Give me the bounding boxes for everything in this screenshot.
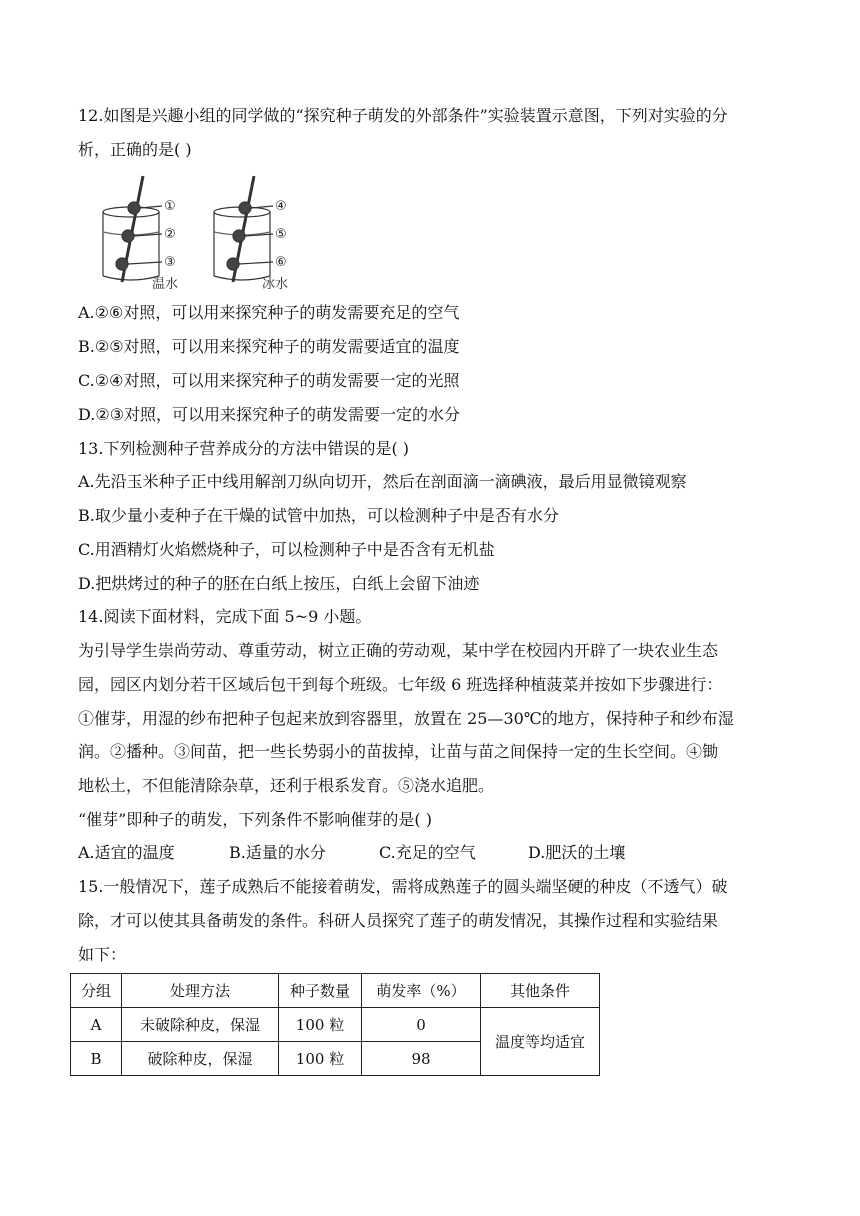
shared-condition-cell: 温度等均适宜 — [481, 1008, 600, 1076]
table-cell: 100 粒 — [279, 1042, 362, 1076]
q14-material-line: 地松土，不但能清除杂草，还利于根系发育。⑤浇水追肥。 — [78, 776, 495, 795]
q12-option-b: B.②⑤对照，可以用来探究种子的萌发需要适宜的温度 — [78, 337, 460, 356]
q12-option-d: D.②③对照，可以用来探究种子的萌发需要一定的水分 — [78, 405, 461, 424]
label-1: ① — [164, 199, 176, 214]
q13-option-d: D.把烘烤过的种子的胚在白纸上按压，白纸上会留下油迹 — [78, 574, 480, 593]
q14-option-b: B.适量的水分 — [229, 843, 326, 862]
q15-stem-line: 15.一般情况下，莲子成熟后不能接着萌发，需将成熟莲子的圆头端坚硬的种皮（不透气）破 — [78, 877, 728, 896]
header-cell: 处理方法 — [122, 974, 279, 1008]
table-cell: 100 粒 — [279, 1008, 362, 1042]
q15-stem-line: 如下： — [78, 945, 127, 964]
q15-stem-line: 除，才可以使其具备萌发的条件。科研人员探究了莲子的萌发情况，其操作过程和实验结果 — [78, 911, 719, 930]
header-cell: 种子数量 — [279, 974, 362, 1008]
q12-stem-line1: 12.如图是兴趣小组的同学做的“探究种子萌发的外部条件”实验装置示意图，下列对实验的分 — [78, 106, 728, 125]
table-cell: 破除种皮，保湿 — [122, 1042, 279, 1076]
q14-option-d: D.肥沃的土壤 — [528, 843, 626, 862]
seed-germination-apparatus-figure — [96, 172, 306, 290]
table-cell: B — [71, 1042, 122, 1076]
q14-material-line: 为引导学生崇尚劳动、尊重劳动，树立正确的劳动观，某中学在校园内开辟了一块农业生态 — [78, 641, 719, 660]
header-cell: 分组 — [71, 974, 122, 1008]
q12-stem-line2: 析，正确的是( ) — [78, 140, 192, 159]
header-cell: 其他条件 — [481, 974, 600, 1008]
q14-material-line: 园，园区内划分若干区域后包干到每个班级。七年级 6 班选择种植菠菜并按如下步骤进行： — [78, 675, 723, 694]
q14-question: “催芽”即种子的萌发，下列条件不影响催芽的是( ) — [78, 810, 432, 829]
q12-option-a: A.②⑥对照，可以用来探究种子的萌发需要充足的空气 — [78, 303, 460, 322]
q13-option-c: C.用酒精灯火焰燃烧种子，可以检测种子中是否含有无机盐 — [78, 540, 495, 559]
header-cell: 萌发率（%） — [362, 974, 481, 1008]
table-row — [71, 1008, 600, 1042]
label-4: ④ — [275, 199, 287, 214]
q13-option-a: A.先沿玉米种子正中线用解剖刀纵向切开，然后在剖面滴一滴碘液，最后用显微镜观察 — [78, 472, 687, 491]
q12-option-c: C.②④对照，可以用来探究种子的萌发需要一定的光照 — [78, 371, 460, 390]
q13-option-b: B.取少量小麦种子在干燥的试管中加热，可以检测种子中是否有水分 — [78, 506, 559, 525]
table-cell: 未破除种皮，保湿 — [122, 1008, 279, 1042]
warm-water-caption: 温水 — [152, 277, 179, 290]
table-cell: A — [71, 1008, 122, 1042]
q13-stem: 13.下列检测种子营养成分的方法中错误的是( ) — [78, 439, 410, 458]
q14-option-a: A.适宜的温度 — [78, 843, 175, 862]
q14-stem: 14.阅读下面材料，完成下面 5~9 小题。 — [78, 607, 372, 626]
ice-water-caption: 冰水 — [262, 277, 289, 290]
table-cell: 0 — [362, 1008, 481, 1042]
q14-material-line: ①催芽，用湿的纱布把种子包起来放到容器里，放置在 25—30℃的地方，保持种子和纱布湿 — [78, 709, 734, 728]
q14-material-line: 润。②播种。③间苗，把一些长势弱小的苗拔掉，让苗与苗之间保持一定的生长空间。④锄 — [78, 742, 719, 761]
table-header-row — [71, 974, 600, 1008]
label-2: ② — [164, 227, 176, 242]
label-5: ⑤ — [275, 227, 287, 242]
label-6: ⑥ — [275, 255, 287, 270]
results-table — [70, 973, 600, 1076]
label-3: ③ — [164, 255, 176, 270]
table-cell: 98 — [362, 1042, 481, 1076]
q14-option-c: C.充足的空气 — [379, 843, 476, 862]
